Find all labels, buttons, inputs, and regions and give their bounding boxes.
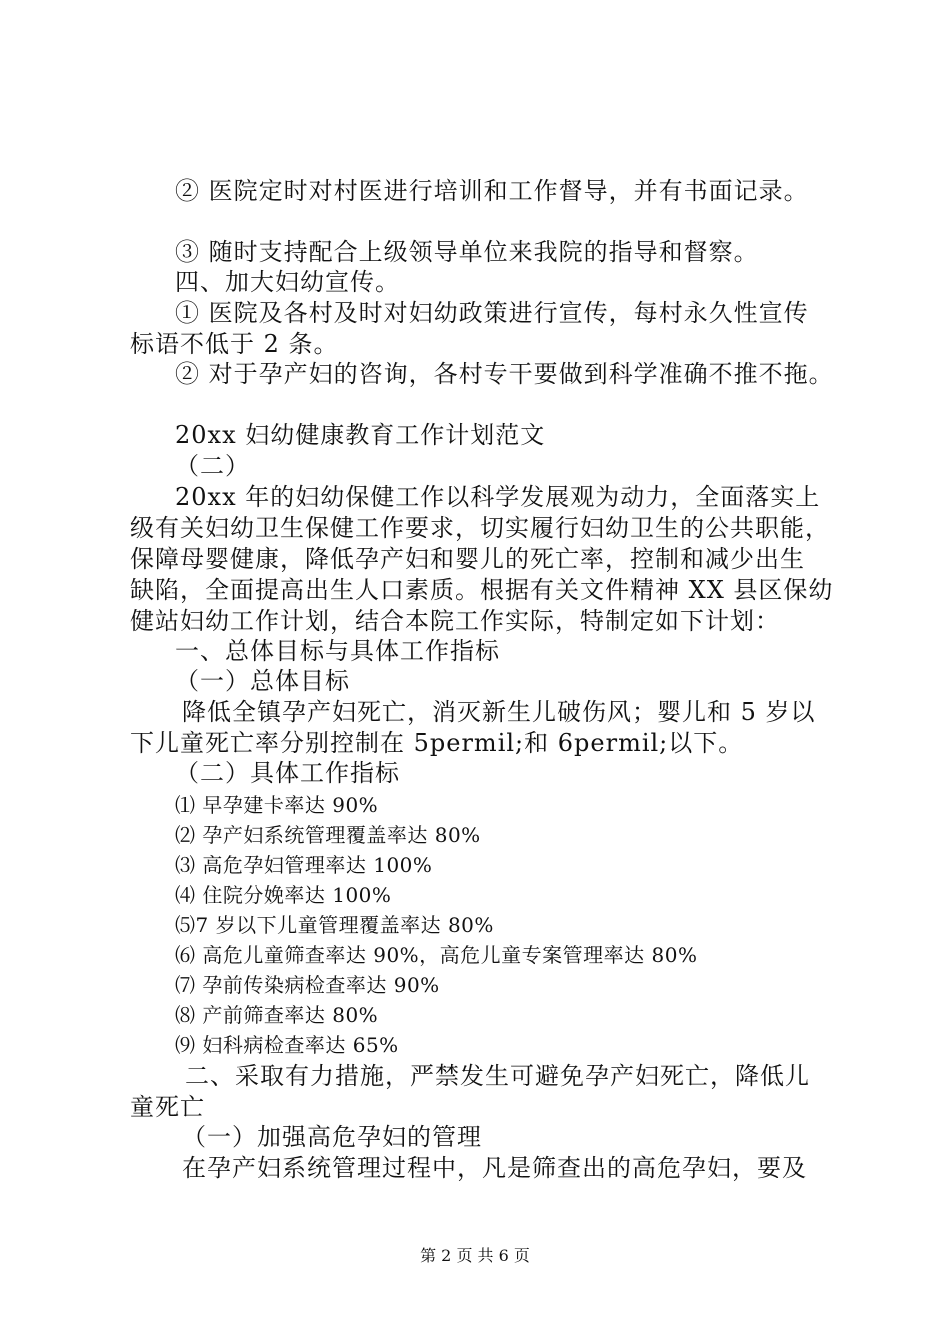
text-line: 缺陷，全面提高出生人口素质。根据有关文件精神 XX 县区保幼 — [130, 576, 834, 604]
list-item: ⑼ 妇科病检查率达 65% — [175, 1033, 399, 1057]
text-line: （二）具体工作指标 — [175, 759, 400, 787]
text-line: 二、采取有力措施，严禁发生可避免孕产妇死亡，降低儿 — [185, 1062, 810, 1090]
text-line: 标语不低于 2 条。 — [130, 330, 339, 358]
list-item: ⑴ 早孕建卡率达 90% — [175, 793, 379, 817]
text-line: （二） — [175, 452, 250, 480]
text-line: ③ 随时支持配合上级领导单位来我院的指导和督察。 — [175, 238, 759, 266]
text-line: 在孕产妇系统管理过程中，凡是筛查出的高危孕妇，要及 — [182, 1154, 807, 1182]
text-line: ① 医院及各村及时对妇幼政策进行宣传，每村永久性宣传 — [175, 299, 809, 327]
text-line: ② 医院定时对村医进行培训和工作督导，并有书面记录。 — [175, 177, 809, 205]
list-item: ⑵ 孕产妇系统管理覆盖率达 80% — [175, 823, 481, 847]
text-line: 四、加大妇幼宣传。 — [175, 268, 400, 296]
text-line: 20xx 年的妇幼保健工作以科学发展观为动力，全面落实上 — [175, 483, 821, 511]
list-item: ⑻ 产前筛查率达 80% — [175, 1003, 379, 1027]
text-line: ② 对于孕产妇的咨询，各村专干要做到科学准确不推不拖。 — [175, 360, 834, 388]
text-line: 降低全镇孕产妇死亡，消灭新生儿破伤风；婴儿和 5 岁以 — [182, 698, 816, 726]
list-item: ⑹ 高危儿童筛查率达 90%，高危儿童专案管理率达 80% — [175, 943, 698, 967]
text-line: 童死亡 — [130, 1093, 205, 1121]
text-line: 保障母婴健康，降低孕产妇和婴儿的死亡率，控制和减少出生 — [130, 545, 805, 573]
text-line: 健站妇幼工作计划，结合本院工作实际，特制定如下计划： — [130, 607, 780, 635]
list-item: ⑷ 住院分娩率达 100% — [175, 883, 392, 907]
text-line: 一、总体目标与具体工作指标 — [175, 637, 500, 665]
text-line: 下儿童死亡率分别控制在 5permil;和 6permil;以下。 — [130, 729, 744, 757]
text-line: （一）总体目标 — [175, 667, 350, 695]
list-item: ⑶ 高危孕妇管理率达 100% — [175, 853, 433, 877]
text-line: （一）加强高危孕妇的管理 — [182, 1123, 482, 1151]
list-item: ⑺ 孕前传染病检查率达 90% — [175, 973, 440, 997]
page-number: 第 2 页 共 6 页 — [420, 1246, 530, 1265]
list-item: ⑸7 岁以下儿童管理覆盖率达 80% — [175, 913, 494, 937]
section-title: 20xx 妇幼健康教育工作计划范文 — [175, 421, 546, 449]
text-line: 级有关妇幼卫生保健工作要求，切实履行妇幼卫生的公共职能， — [130, 514, 830, 542]
